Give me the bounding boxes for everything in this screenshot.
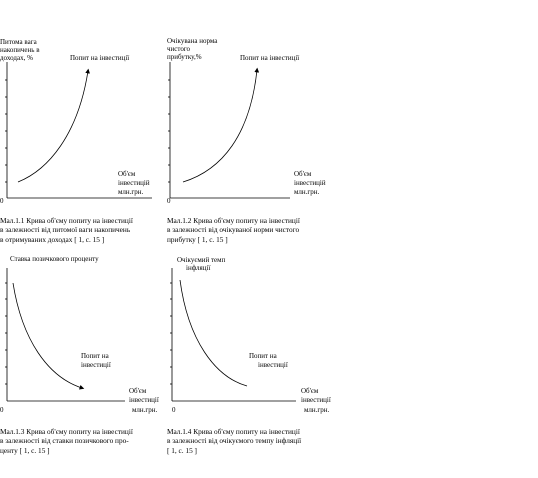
fig4-caption-line1: Мал.1.4 Крива об'єму попиту на інвестиції: [167, 427, 300, 436]
fig1-caption-line3: в отримуваних доходах [ 1, с. 15 ]: [0, 234, 105, 244]
fig2-plot: [167, 37, 326, 205]
fig3-caption-line1: Мал.1.3 Крива об'єму попиту на інвестиції: [0, 427, 133, 436]
fig1-xlabel-line3: млн.грн.: [118, 188, 144, 196]
fig3-demand-curve: [13, 283, 82, 388]
fig1-xlabel-line1: Об'єм: [118, 170, 136, 178]
fig2-ylabel-line1: Очікувана норма: [167, 37, 218, 45]
fig4-xlabel-line1: Об'єм: [301, 387, 319, 395]
fig3-xlabel-line2: інвестиції: [129, 396, 159, 404]
fig1-plot: [0, 38, 152, 205]
fig1-origin: 0: [0, 197, 4, 205]
fig4-plot: [170, 256, 331, 414]
fig1-curve-label: Попит на інвестиції: [70, 54, 130, 62]
fig2-xlabel-line2: інвестицій: [294, 179, 326, 187]
fig2-origin: 0: [167, 197, 171, 205]
fig4-caption-line3: [ 1, с. 15 ]: [167, 445, 197, 455]
fig1-xlabel-line2: інвестицій: [118, 179, 150, 187]
fig4-xlabel-line3: млн.грн.: [304, 406, 330, 414]
fig3-origin: 0: [0, 406, 4, 414]
fig2-ylabel-line3: прибутку,%: [167, 53, 202, 61]
fig2-caption-line1: Мал.1.2 Крива об'єму попиту на інвестиції: [167, 216, 300, 225]
fig1-demand-curve: [18, 71, 88, 182]
fig1-caption-line1: Мал.1.1 Крива об'єму попиту на інвестиції: [0, 216, 133, 225]
fig1-caption: [0, 216, 158, 244]
fig4-ylabel-line2: інфляції: [186, 264, 211, 272]
fig4-caption-line2: в залежності від очікуємого темпу інфляції: [167, 436, 302, 446]
fig3-xlabel-line3: млн.грн.: [132, 406, 158, 414]
fig2-caption-line3: прибутку [ 1, с. 15 ]: [167, 234, 228, 244]
fig1-ylabel-line3: доходах, %: [0, 54, 33, 62]
fig2-xlabel-line3: млн.грн.: [294, 188, 320, 196]
fig4-demand-curve: [180, 280, 247, 386]
fig4-caption: [167, 427, 333, 455]
fig3-curve-label-line2: інвестиції: [81, 361, 111, 369]
fig3-caption-line2: в залежності від ставки позичкового про-: [0, 436, 129, 446]
fig2-ylabel-line2: чистого: [167, 45, 191, 53]
fig2-curve-label: Попит на інвестиції: [240, 54, 300, 62]
fig4-curve-label-line1: Попит на: [249, 352, 277, 360]
fig2-demand-curve: [183, 70, 257, 182]
fig1-ylabel-line2: накопичень в: [0, 46, 40, 54]
fig4-origin: 0: [172, 406, 176, 414]
fig4-xlabel-line2: інвестиції: [301, 396, 331, 404]
fig2-caption-line2: в залежності від очікуваної норми чистого: [167, 225, 300, 235]
fig3-caption: [0, 427, 157, 455]
fig3-ylabel: Ставка позичкового проценту: [10, 255, 99, 263]
fig3-caption-line3: центу [ 1, с. 15 ]: [0, 445, 50, 455]
fig2-caption: [167, 216, 327, 244]
fig3-curve-label-line1: Попит на: [81, 352, 109, 360]
fig4-curve-label-line2: інвестиції: [258, 361, 288, 369]
fig3-plot: [0, 255, 159, 414]
fig2-xlabel-line1: Об'єм: [294, 170, 312, 178]
fig3-xlabel-line1: Об'єм: [129, 387, 147, 395]
fig1-ylabel-line1: Питома вага: [0, 38, 37, 46]
fig4-ylabel-line1: Очікуємий темп: [177, 256, 226, 264]
fig1-caption-line2: в залежності від питомої ваги накопичень: [0, 225, 131, 235]
